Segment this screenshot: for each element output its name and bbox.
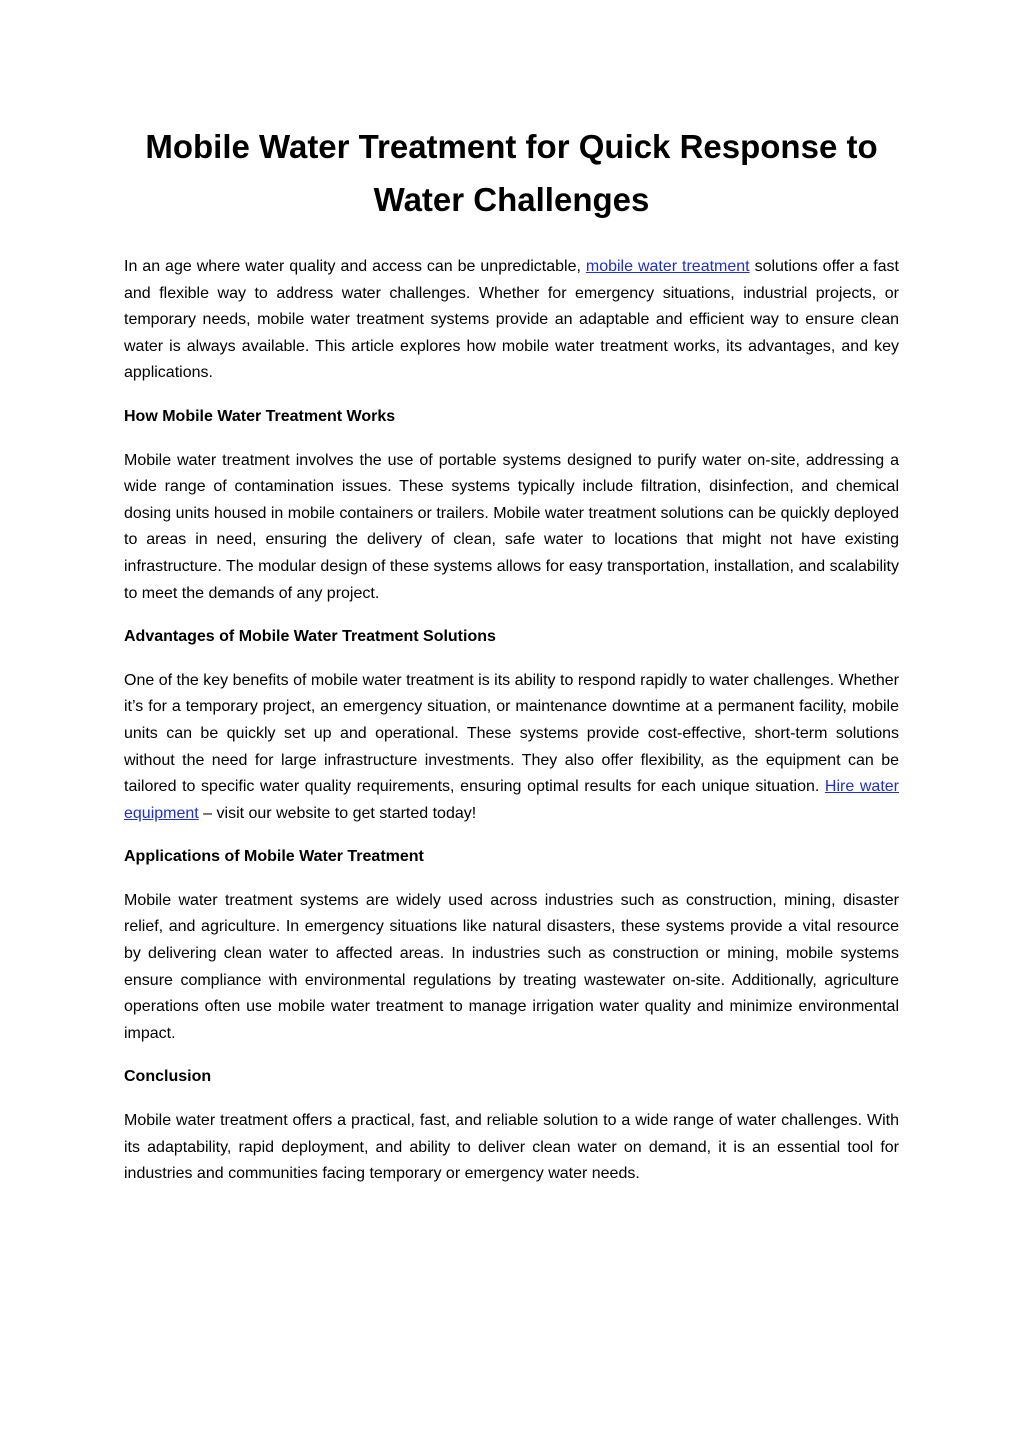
how-it-works-paragraph: Mobile water treatment involves the use of portable systems designed to purify water on-site, addressing a wide range of contamination issues. These systems typically include filtration, disinfection, and chemical dosing units housed in mobile containers or trailers. Mobile water treatment solutions can be quickly deployed to areas in need, ensuring the delivery of clean, safe water to locations that might not have existing infrastructure. The modular design of these systems allows for easy transportation, installation, and scalability to meet the demands of any project. <box>124 451 899 602</box>
advantages-heading: Advantages of Mobile Water Treatment Solutions <box>124 628 496 646</box>
applications-paragraph: Mobile water treatment systems are widely used across industries such as construction, mining, disaster relief, and agriculture. In emergency situations like natural disasters, these systems provide a vital resource by delivering clean water to affected areas. In industries such as construction or mining, mobile systems ensure compliance with environmental regulations by treating wastewater on-site. Additionally, agriculture operations often use mobile water treatment to manage irrigation water quality and minimize environmental impact. <box>124 891 899 1042</box>
title-line-2: Water Challenges <box>373 181 650 218</box>
hire-water-equipment-link[interactable]: Hire water equipment <box>124 778 899 822</box>
how-it-works-heading: How Mobile Water Treatment Works <box>124 407 396 425</box>
intro-text-after: solutions offer a fast and flexible way to address water challenges. Whether for emergency situations, industrial projects, or temporary needs, mobile water treatment systems provide an adaptable and efficient way to ensure clean water is always available. This article explores how mobile water treatment works, its advantages, and key applications. <box>124 258 899 382</box>
conclusion-paragraph: Mobile water treatment offers a practical, fast, and reliable solution to a wide range of water challenges. With its adaptability, rapid deployment, and ability to deliver clean water on demand, it is an essential tool for industries and communities facing temporary or emergency water needs. <box>124 1112 899 1183</box>
advantages-paragraph <box>124 668 899 828</box>
intro-text-before: In an age where water quality and access can be unpredictable, <box>124 258 586 275</box>
conclusion-heading: Conclusion <box>124 1068 212 1086</box>
mobile-water-treatment-link[interactable]: mobile water treatment <box>585 258 750 275</box>
title-line-1: Mobile Water Treatment for Quick Response to <box>145 128 878 165</box>
document-page <box>124 120 899 1188</box>
advantages-text-before: One of the key benefits of mobile water treatment is its ability to respond rapidly to water challenges. Whether it’s for a temporary project, an emergency situation, or maintenance downtime at a permanent facility, mobile units can be quickly set up and operational. These systems provide cost-effective, short-term solutions without the need for large infrastructure investments. They also offer flexibility, as the equipment can be tailored to specific water quality requirements, ensuring optimal results for each unique situation. <box>124 671 899 796</box>
page-title <box>124 120 899 226</box>
applications-heading: Applications of Mobile Water Treatment <box>124 848 424 866</box>
advantages-text-after: – visit our website to get started today! <box>198 804 477 822</box>
intro-paragraph <box>124 254 899 387</box>
